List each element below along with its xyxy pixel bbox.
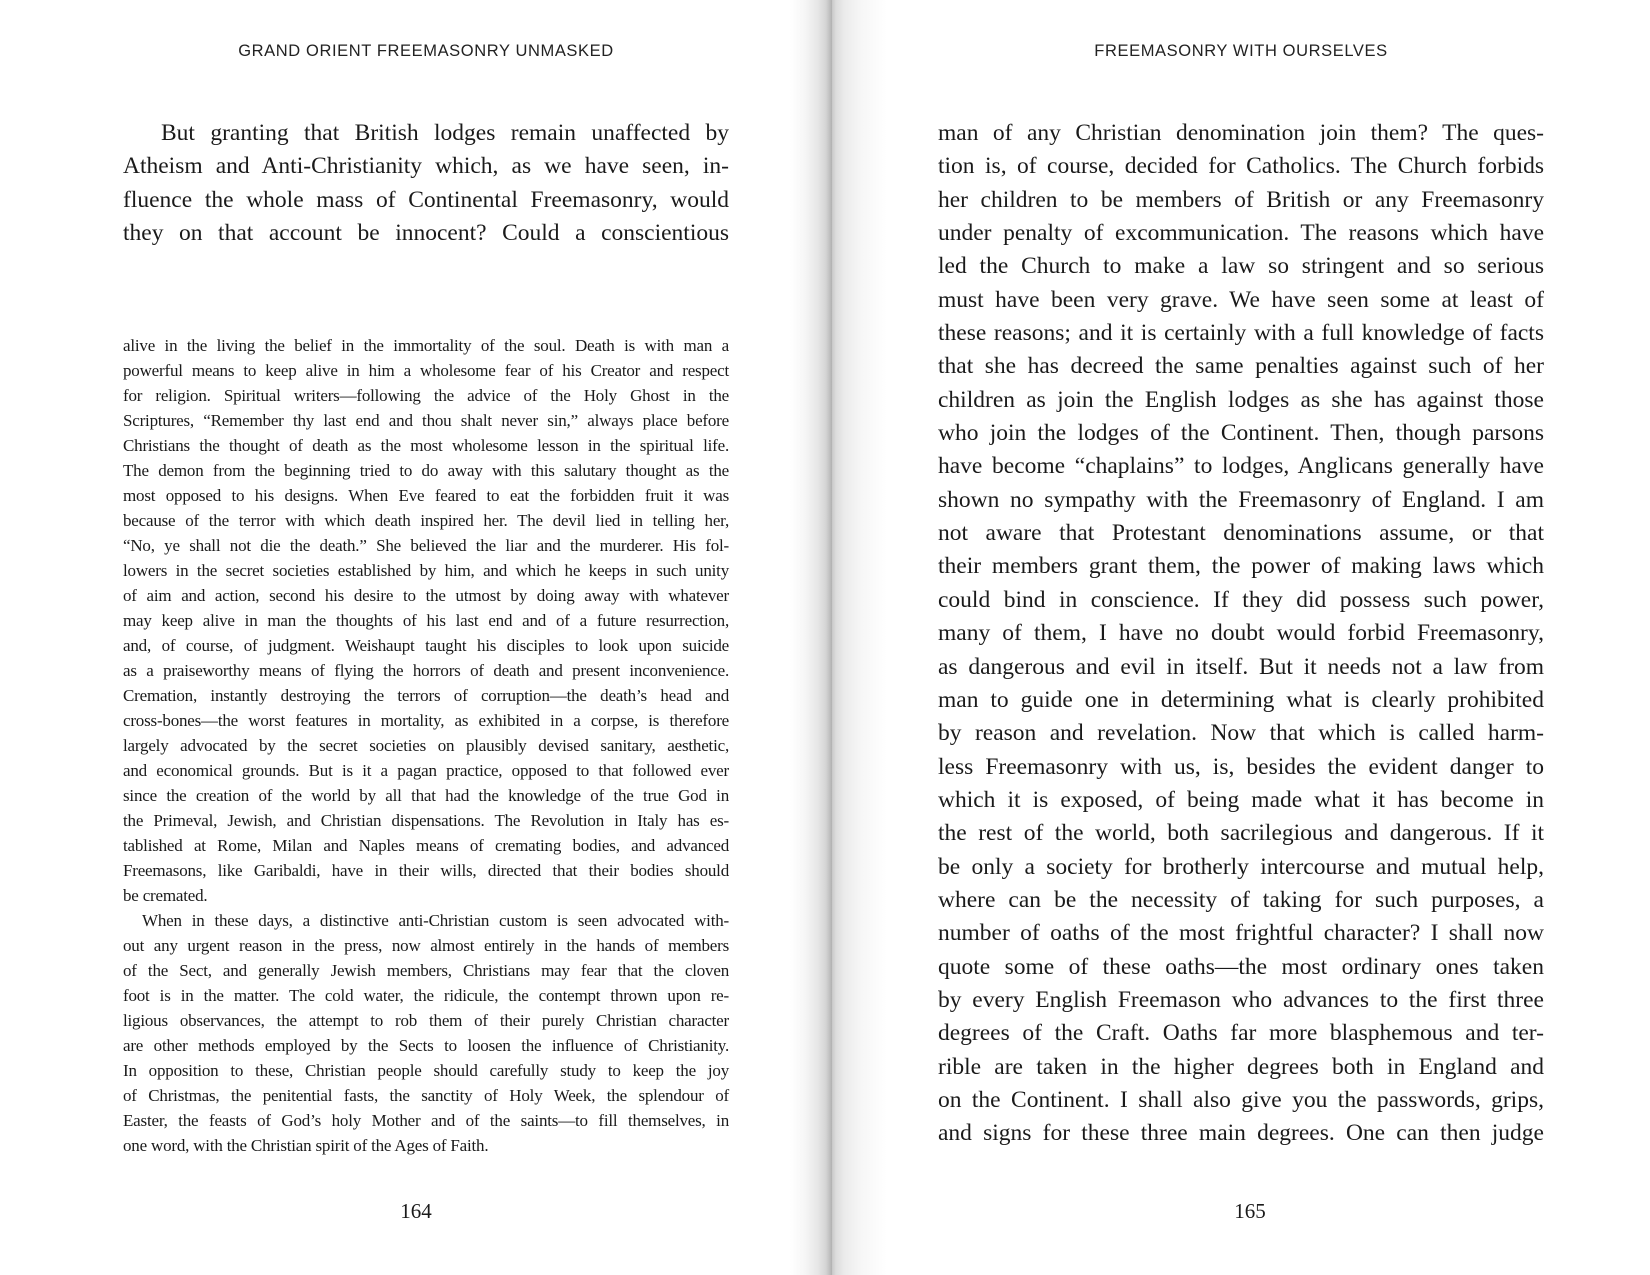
text-line: cross-bones—the worst features in mortality, as exhibited in a corpse, is therefore <box>123 711 729 730</box>
text-line: where can be the necessity of taking for such purposes, a <box>938 886 1544 913</box>
text-line: since the creation of the world by all that had the knowledge of the true God in <box>123 786 729 805</box>
text-line: led the Church to make a law so stringent and so serious <box>938 253 1544 280</box>
text-line: The demon from the beginning tried to do away with this salutary thought as the <box>123 461 729 480</box>
text-line: of aim and action, second his desire to the utmost by doing away with whatever <box>123 586 729 605</box>
text-line: of the Sect, and generally Jewish members, Christians may fear that the cloven <box>123 961 729 980</box>
body-text <box>938 117 1544 1151</box>
text-line: Cremation, instantly destroying the terrors of corruption—the death’s head and <box>123 686 729 705</box>
page-number: 165 <box>1234 1199 1266 1223</box>
text-line: quote some of these oaths—the most ordinary ones taken <box>938 953 1544 980</box>
text-line: fluence the whole mass of Continental Freemasonry, would <box>123 186 729 213</box>
text-line: be only a society for brotherly intercourse and mutual help, <box>938 853 1544 880</box>
text-line: rible are taken in the higher degrees both in England and <box>938 1053 1544 1080</box>
text-line: most opposed to his designs. When Eve feared to eat the forbidden fruit it was <box>123 486 729 505</box>
text-line: Easter, the feasts of God’s holy Mother and of the saints—to fill themselves, in <box>123 1111 729 1130</box>
text-line: as dangerous and evil in itself. But it needs not a law from <box>938 653 1544 680</box>
running-head: GRAND ORIENT FREEMASONRY UNMASKED <box>238 42 614 60</box>
text-line: When in these days, a distinctive anti-Christian custom is seen advocated with- <box>142 911 729 930</box>
text-line: that she has decreed the same penalties against such of her <box>938 353 1544 380</box>
text-line: powerful means to keep alive in him a wholesome fear of his Creator and respect <box>123 361 729 380</box>
page-number: 164 <box>400 1199 432 1223</box>
text-line: ligious observances, the attempt to rob them of their purely Christian character <box>123 1011 729 1030</box>
text-line: under penalty of excommunication. The reasons which have <box>938 220 1544 247</box>
text-line: are other methods employed by the Sects to loosen the influence of Christianity. <box>123 1036 729 1055</box>
text-line: and signs for these three main degrees. One can then judge <box>938 1120 1544 1147</box>
text-line: man to guide one in determining what is clearly prohibited <box>938 686 1544 713</box>
text-line: must have been very grave. We have seen some at least of <box>938 286 1544 313</box>
text-line: But granting that British lodges remain unaffected by <box>161 120 729 146</box>
footnote-text <box>123 333 729 1158</box>
text-line: man of any Christian denomination join them? The ques- <box>938 120 1544 146</box>
text-line: the rest of the world, both sacrilegious and dangerous. If it <box>938 820 1544 847</box>
text-line: largely advocated by the secret societies on plausibly devised sanitary, aesthetic, <box>123 736 729 755</box>
right-page <box>832 0 1650 1275</box>
text-line: In opposition to these, Christian people should carefully study to keep the joy <box>123 1061 729 1080</box>
text-line: lowers in the secret societies established by him, and which he keeps in such unity <box>123 561 729 580</box>
text-line: may keep alive in man the thoughts of his last end and of a future resurrection, <box>123 611 729 630</box>
text-line: “No, ye shall not die the death.” She believed the liar and the murderer. His fol- <box>123 536 729 555</box>
text-line: number of oaths of the most frightful character? I shall now <box>938 920 1544 947</box>
text-line: could bind in conscience. If they did possess such power, <box>938 586 1544 613</box>
text-line: the Primeval, Jewish, and Christian dispensations. The Revolution in Italy has es- <box>123 811 729 830</box>
text-line: degrees of the Craft. Oaths far more blasphemous and ter- <box>938 1020 1544 1047</box>
text-line: not aware that Protestant denominations assume, or that <box>938 520 1544 547</box>
text-line: these reasons; and it is certainly with a full knowledge of facts <box>938 320 1544 347</box>
text-line: they on that account be innocent? Could a conscientious <box>123 220 729 247</box>
text-line: on the Continent. I shall also give you the passwords, grips, <box>938 1086 1544 1113</box>
text-line: who join the lodges of the Continent. Then, though parsons <box>938 420 1544 447</box>
text-line: have become “chaplains” to lodges, Anglicans generally have <box>938 453 1544 480</box>
text-line: of Christmas, the penitential fasts, the sanctity of Holy Week, the splendour of <box>123 1086 729 1105</box>
text-line: alive in the living the belief in the immortality of the soul. Death is with man a <box>123 336 729 355</box>
text-line: which it is exposed, of being made what it has become in <box>938 786 1544 813</box>
text-line: Scriptures, “Remember thy last end and thou shalt never sin,” always place before <box>123 411 729 430</box>
text-line: and, of course, of judgment. Weishaupt taught his disciples to look upon suicide <box>123 636 729 655</box>
text-line: tablished at Rome, Milan and Naples means of cremating bodies, and advanced <box>123 836 729 855</box>
text-line: less Freemasonry with us, is, besides the evident danger to <box>938 753 1544 780</box>
text-line: as a praiseworthy means of flying the horrors of death and present inconvenience. <box>123 661 729 680</box>
text-line: Freemasons, like Garibaldi, have in their wills, directed that their bodies should <box>123 861 729 880</box>
text-line: children as join the English lodges as she has against those <box>938 386 1544 413</box>
text-line: her children to be members of British or any Freemasonry <box>938 186 1544 213</box>
text-line: out any urgent reason in the press, now almost entirely in the hands of members <box>123 936 729 955</box>
text-line: because of the terror with which death inspired her. The devil lied in telling her, <box>123 511 729 530</box>
text-line: be cremated. <box>123 886 208 905</box>
text-line: tion is, of course, decided for Catholics. The Church forbids <box>938 153 1544 180</box>
text-line: shown no sympathy with the Freemasonry of England. I am <box>938 486 1544 513</box>
text-line: one word, with the Christian spirit of the Ages of Faith. <box>123 1136 489 1155</box>
text-line: their members grant them, the power of making laws which <box>938 553 1544 580</box>
text-line: many of them, I have no doubt would forbid Freemasonry, <box>938 620 1544 647</box>
text-line: Christians the thought of death as the most wholesome lesson in the spiritual life. <box>123 436 729 455</box>
text-line: for religion. Spiritual writers—following the advice of the Holy Ghost in the <box>123 386 729 405</box>
text-line: Atheism and Anti-Christianity which, as we have seen, in- <box>123 153 729 180</box>
body-text <box>123 117 729 250</box>
text-line: foot is in the matter. The cold water, the ridicule, the contempt thrown upon re- <box>123 986 729 1005</box>
text-line: by every English Freemason who advances to the first three <box>938 986 1544 1013</box>
running-head: FREEMASONRY WITH OURSELVES <box>1094 42 1388 60</box>
text-line: and economical grounds. But is it a pagan practice, opposed to that followed ever <box>123 761 729 780</box>
text-line: by reason and revelation. Now that which is called harm- <box>938 720 1544 747</box>
